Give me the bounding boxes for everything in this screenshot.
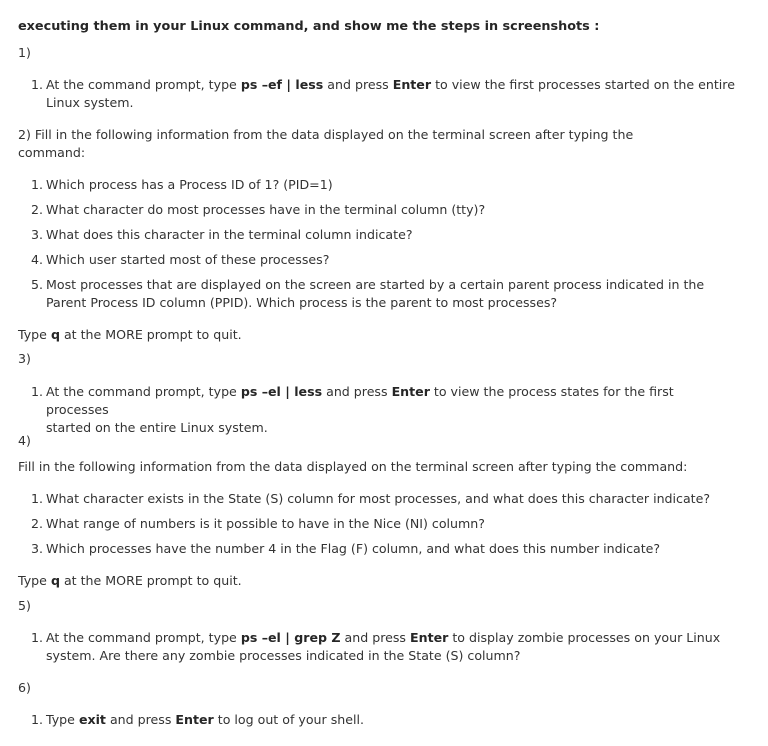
list-number: 1.	[31, 712, 44, 727]
section-3-label: 3)	[18, 351, 31, 366]
list-item: 2. What character do most processes have in the terminal column (tty)?	[31, 202, 486, 217]
list-number: 1.	[31, 491, 44, 506]
list-number: 1.	[31, 630, 44, 645]
list-number: 1.	[31, 177, 44, 192]
list-item: 4. Which user started most of these processes?	[31, 252, 330, 267]
list-number: 5.	[31, 277, 44, 292]
list-number: 2.	[31, 202, 44, 217]
list-item: 1. At the command prompt, type ps –el | grep Z and press Enter to display zombie processes on your Linux system. Are there any zombie processes indicated in the State (S) column?	[31, 630, 721, 663]
list-item: 2. What range of numbers is it possible to have in the Nice (NI) column?	[31, 516, 485, 531]
section-3-list	[18, 383, 738, 437]
list-item: 1. At the command prompt, type ps –el | less and press Enter to view the process states for the first processes started on the entire Linux system.	[31, 384, 674, 435]
list-item: 1. Which process has a Process ID of 1? (PID=1)	[31, 177, 333, 192]
key-text: Enter	[391, 384, 430, 399]
list-item: 3. Which processes have the number 4 in the Flag (F) column, and what does this number indicate?	[31, 541, 661, 556]
section-2-list	[18, 176, 738, 312]
quit-instruction: Type q at the MORE prompt to quit.	[18, 573, 242, 588]
list-number: 2.	[31, 516, 44, 531]
key-text: Enter	[410, 630, 449, 645]
list-item: 5. Most processes that are displayed on the screen are started by a certain parent process indicated in the Parent Process ID column (PPID). Which process is the parent to most processes?	[31, 277, 705, 310]
list-number: 1.	[31, 384, 44, 399]
list-number: 1.	[31, 77, 44, 92]
key-text: Enter	[392, 77, 432, 92]
section-4-label: 4)	[18, 433, 31, 448]
section-6-label: 6)	[18, 680, 31, 695]
command-text: ps –ef | less	[240, 77, 324, 92]
section-1-list	[18, 76, 738, 112]
list-item: 1. Type exit and press Enter to log out of your shell.	[31, 712, 364, 727]
list-number: 3.	[31, 541, 44, 556]
section-2-intro: 2) Fill in the following information from the data displayed on the terminal screen after typing the command:	[18, 127, 634, 160]
section-4-intro: Fill in the following information from the data displayed on the terminal screen after typing the command:	[18, 459, 688, 474]
page-heading: executing them in your Linux command, and show me the steps in screenshots :	[18, 19, 600, 34]
command-text: ps –el | less	[240, 384, 323, 399]
section-4-list	[18, 490, 738, 565]
key-text: q	[50, 327, 60, 342]
section-5-list	[18, 629, 738, 665]
list-number: 4.	[31, 252, 44, 267]
command-text: ps –el | grep Z	[240, 630, 341, 645]
list-item: 3. What does this character in the terminal column indicate?	[31, 227, 413, 242]
section-5-label: 5)	[18, 598, 31, 613]
list-number: 3.	[31, 227, 44, 242]
section-6-list	[18, 711, 738, 729]
list-item: 1. What character exists in the State (S) column for most processes, and what does this character indicate?	[31, 491, 711, 506]
section-1-label: 1)	[18, 45, 31, 60]
list-item: 1. At the command prompt, type ps –ef | less and press Enter to view the first processes started on the entire Linux system.	[31, 77, 735, 110]
key-text: q	[50, 573, 60, 588]
command-text: exit	[78, 712, 106, 727]
key-text: Enter	[175, 712, 214, 727]
quit-instruction: Type q at the MORE prompt to quit.	[18, 327, 242, 342]
